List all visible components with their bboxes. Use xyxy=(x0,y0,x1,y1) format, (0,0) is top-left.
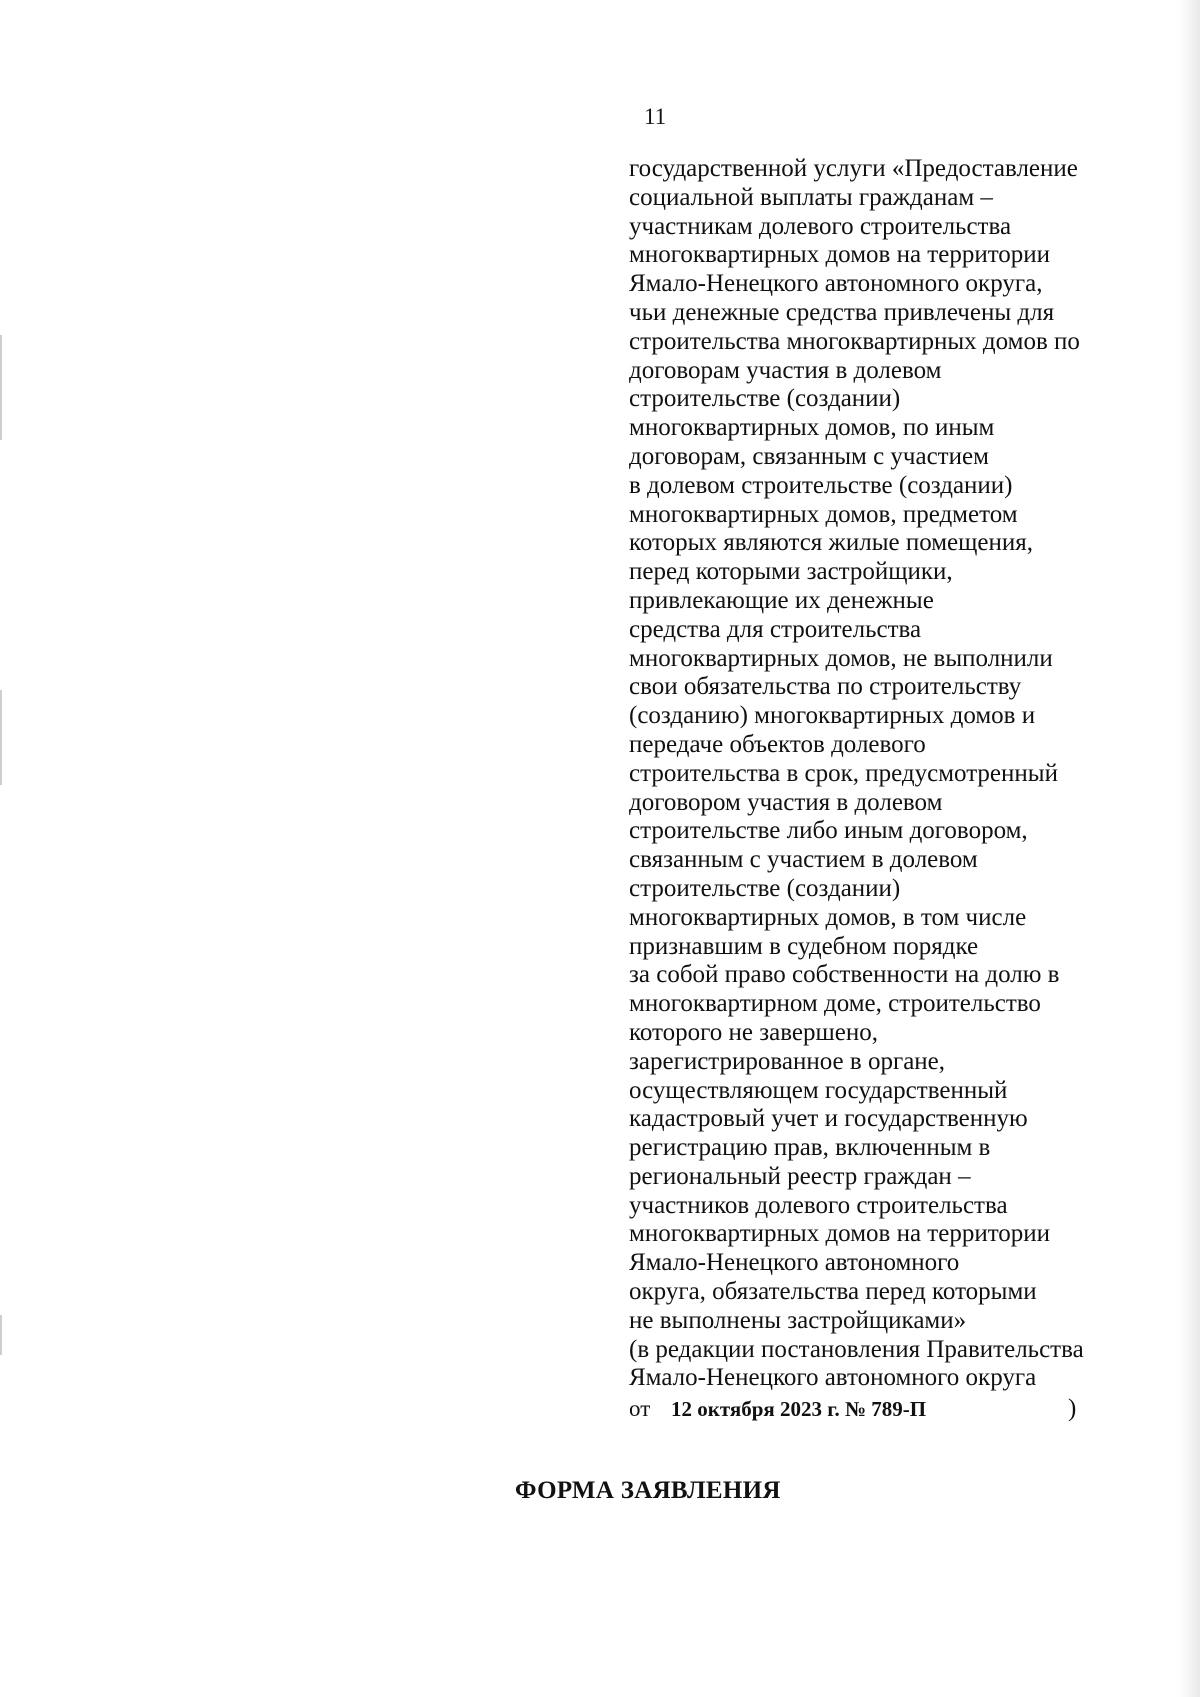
approval-line: перед которыми застройщики, xyxy=(629,558,953,586)
approval-line: Ямало-Ненецкого автономного округа xyxy=(629,1364,1037,1392)
approval-line: многоквартирных домов, в том числе xyxy=(629,903,1027,931)
approval-reference-block xyxy=(629,155,1129,1393)
approval-line: Ямало-Ненецкого автономного xyxy=(629,1249,960,1277)
approval-line: договором участия в долевом xyxy=(629,788,943,816)
approval-line: (в редакции постановления Правительства xyxy=(629,1335,1084,1363)
approval-line: государственной услуги «Предоставление xyxy=(629,155,1078,182)
approval-line: средства для строительства xyxy=(629,615,922,643)
approval-line: регистрацию прав, включенным в xyxy=(629,1134,991,1162)
approval-line: строительстве либо иным договором, xyxy=(629,817,1028,845)
resolution-date-line xyxy=(629,1394,1089,1424)
approval-line: кадастровый учет и государственную xyxy=(629,1105,1028,1133)
approval-line: многоквартирных домов, предметом xyxy=(629,500,1018,528)
approval-line: не выполнены застройщиками» xyxy=(629,1306,967,1334)
scan-edge-mark xyxy=(0,1315,2,1355)
approval-line: за собой право собственности на долю в xyxy=(629,961,1060,989)
approval-line: договорам, связанным с участием xyxy=(629,442,989,470)
approval-line: многоквартирных домов на территории xyxy=(629,241,1051,269)
date-prefix: от xyxy=(629,1396,651,1421)
approval-line: которых являются жилые помещения, xyxy=(629,529,1034,557)
page-edge-shadow xyxy=(1178,0,1200,1697)
closing-parenthesis: ) xyxy=(1068,1395,1077,1422)
approval-line: округа, обязательства перед которыми xyxy=(629,1278,1037,1306)
approval-line: чьи денежные средства привлечены для xyxy=(629,298,1055,326)
approval-line: зарегистрированное в органе, xyxy=(629,1047,946,1075)
approval-line: связанным с участием в долевом xyxy=(629,846,978,874)
approval-line: строительства в срок, предусмотренный xyxy=(629,759,1058,787)
approval-line: свои обязательства по строительству xyxy=(629,673,1022,701)
approval-line: осуществляющем государственный xyxy=(629,1076,1008,1104)
approval-line: строительстве (создании) xyxy=(629,385,901,413)
approval-line: социальной выплаты гражданам – xyxy=(629,183,993,211)
approval-line: строительстве (создании) xyxy=(629,874,901,902)
approval-line: которого не завершено, xyxy=(629,1018,878,1046)
approval-line: привлекающие их денежные xyxy=(629,586,934,614)
approval-line: (созданию) многоквартирных домов и xyxy=(629,702,1036,730)
page-number: 11 xyxy=(644,104,667,129)
form-title: ФОРМА ЗАЯВЛЕНИЯ xyxy=(515,1477,781,1504)
approval-line: участникам долевого строительства xyxy=(629,212,1012,240)
approval-line: передаче объектов долевого xyxy=(629,730,926,758)
scan-edge-mark xyxy=(0,335,2,440)
approval-line: в долевом строительстве (создании) xyxy=(629,471,1013,499)
approval-line: признавшим в судебном порядке xyxy=(629,932,979,960)
approval-line: Ямало-Ненецкого автономного округа, xyxy=(629,270,1043,298)
approval-line: многоквартирных домов, не выполнили xyxy=(629,644,1053,672)
approval-line: строительства многоквартирных домов по xyxy=(629,327,1080,355)
approval-line: многоквартирном доме, строительство xyxy=(629,990,1041,1018)
approval-line: многоквартирных домов на территории xyxy=(629,1220,1051,1248)
scan-edge-mark xyxy=(0,690,2,785)
approval-line: договорам участия в долевом xyxy=(629,356,942,384)
approval-line: участников долевого строительства xyxy=(629,1191,1008,1219)
approval-line: многоквартирных домов, по иным xyxy=(629,414,995,442)
resolution-date-number: 12 октября 2023 г. № 789-П xyxy=(671,1397,927,1421)
approval-line: региональный реестр граждан – xyxy=(629,1162,971,1190)
